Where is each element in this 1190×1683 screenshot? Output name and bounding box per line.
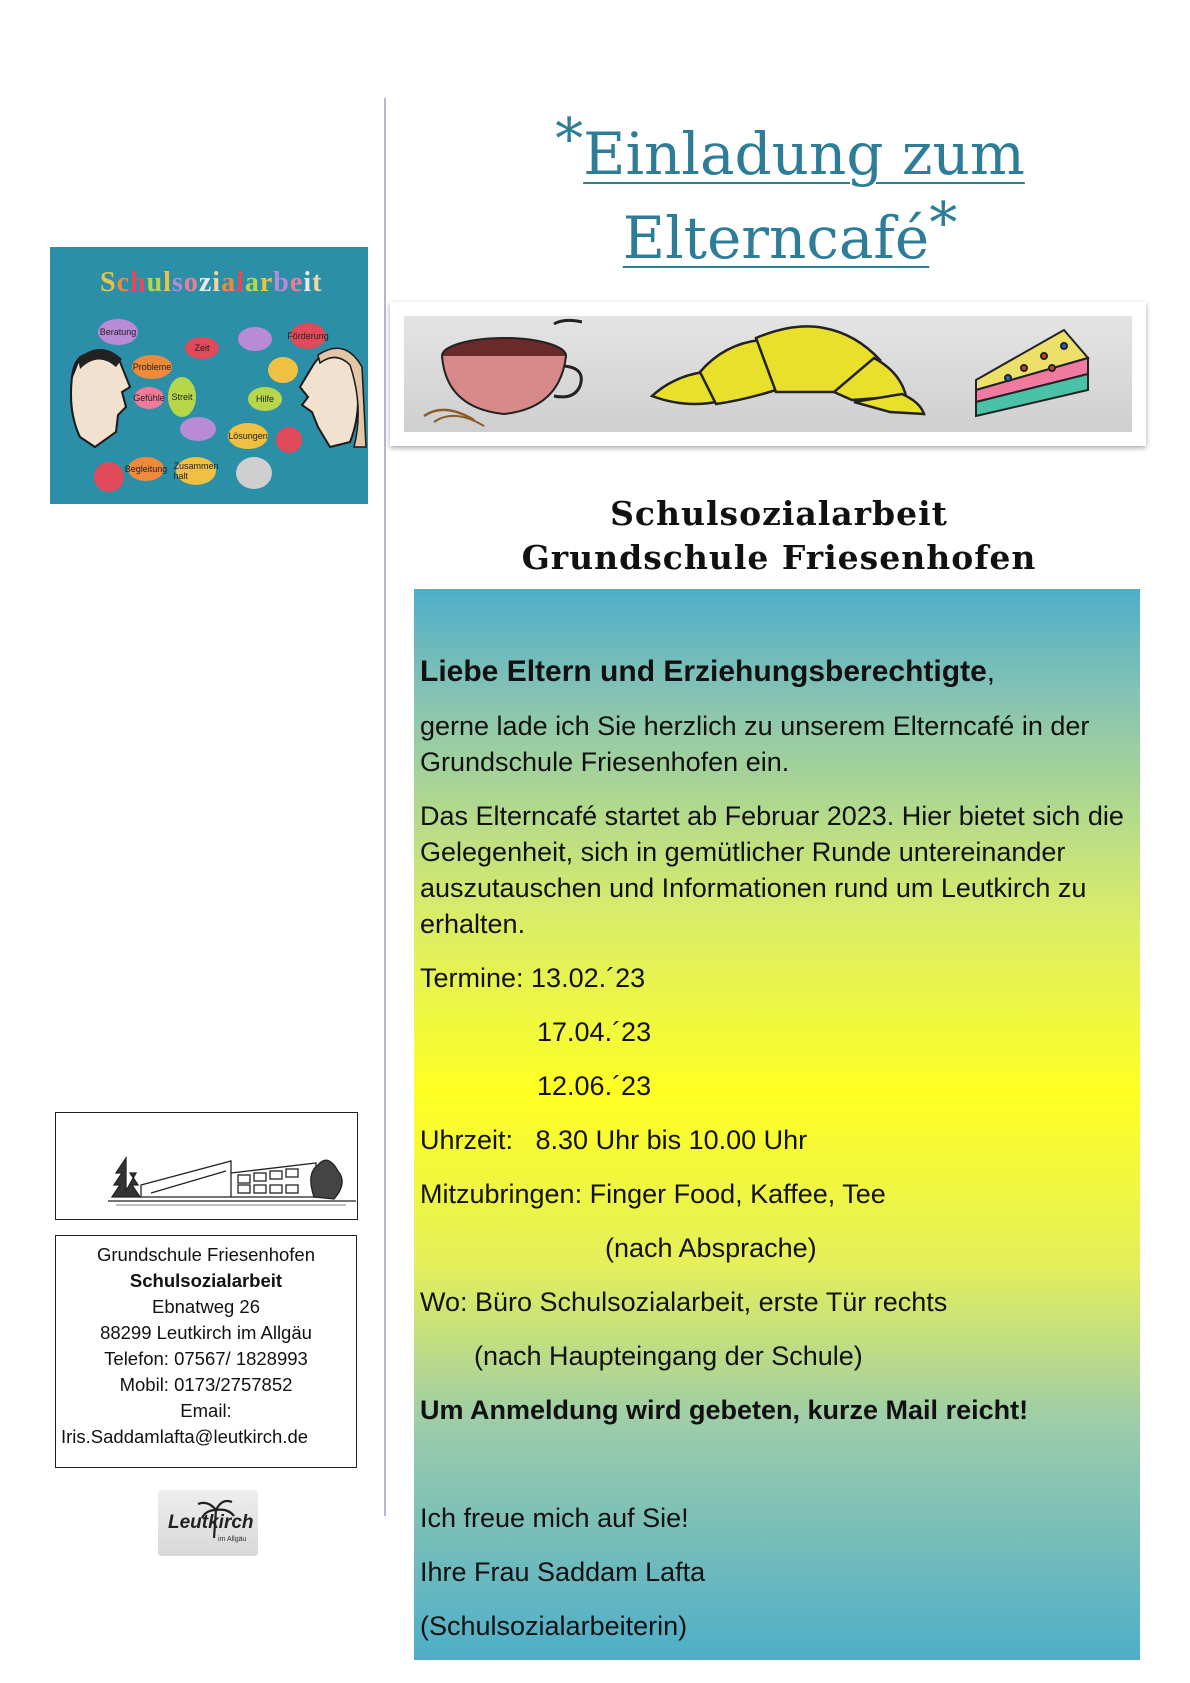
time-line: Uhrzeit: 8.30 Uhr bis 10.00 Uhr	[420, 1125, 808, 1155]
bring-note: (nach Absprache)	[605, 1233, 817, 1263]
title-line-2: Elterncafé	[622, 204, 930, 272]
school-building-drawing	[56, 1113, 356, 1218]
collage-bubble	[236, 457, 272, 489]
collage-bubble: Streit	[168, 377, 196, 417]
org-line-1: Schulsozialarbeit	[610, 494, 948, 533]
city-address: 88299 Leutkirch im Allgäu	[100, 1322, 312, 1343]
collage-bubble: Lösungen	[228, 423, 268, 449]
school-building-image	[55, 1112, 358, 1220]
collage-title: Schulsozialarbeit	[100, 267, 323, 298]
contact-address-box	[55, 1235, 357, 1468]
letter-paragraph-1: gerne lade ich Sie herzlich zu unserem Elterncafé in der Grundschule Friesenhofen ein.	[420, 711, 1090, 777]
collage-bubble: Begleitung	[128, 457, 164, 481]
mobile-number: Mobil: 0173/2757852	[119, 1374, 293, 1395]
leutkirch-logo	[158, 1490, 258, 1556]
cafe-drawing	[404, 316, 1132, 432]
email-label: Email:	[180, 1400, 232, 1421]
spacer	[420, 1446, 1134, 1500]
phone-number: Telefon: 07567/ 1828993	[104, 1348, 308, 1369]
collage-bubble	[94, 462, 124, 492]
registration-note: Um Anmeldung wird gebeten, kurze Mail reicht!	[420, 1395, 1029, 1425]
collage-bubble: Probleme	[132, 355, 172, 379]
croissant-icon	[652, 326, 924, 414]
collage-bubble	[276, 427, 302, 453]
invitation-letter-panel	[414, 589, 1140, 1660]
cake-slice-icon	[976, 330, 1088, 416]
cafe-illustration	[390, 302, 1146, 446]
collage-bubble	[180, 417, 216, 441]
location-line: Wo: Büro Schulsozialarbeit, erste Tür rechts	[420, 1287, 948, 1317]
department-name: Schulsozialarbeit	[129, 1270, 283, 1291]
collage-bubble	[238, 327, 272, 351]
location-note: (nach Haupteingang der Schule)	[474, 1341, 863, 1371]
closing-line-1: Ich freue mich auf Sie!	[420, 1503, 689, 1533]
cafe-illustration-background	[404, 316, 1132, 432]
collage-bubble	[268, 357, 298, 383]
letter-greeting	[420, 654, 1134, 690]
dates-line-3: 12.06.´23	[537, 1071, 652, 1101]
closing-line-2: Ihre Frau Saddam Lafta	[420, 1557, 706, 1587]
email-address[interactable]: Iris.Saddamlafta@leutkirch.de	[61, 1426, 309, 1447]
collage-bubble: Förderung	[290, 323, 326, 349]
invitation-title	[530, 107, 1050, 280]
school-name: Grundschule Friesenhofen	[96, 1244, 316, 1265]
title-line-1: Einladung zum	[583, 120, 1025, 188]
collage-bubble: Zeit	[185, 337, 219, 359]
greeting-text: Liebe Eltern und Erziehungsberechtigte	[420, 655, 987, 688]
coffee-cup-icon	[424, 320, 582, 426]
org-line-2: Grundschule Friesenhofen	[521, 538, 1037, 577]
collage-bubble: Zusammen halt	[176, 457, 216, 485]
logo-subtext: im Allgäu	[218, 1536, 247, 1543]
collage-bubble: Beratung	[98, 319, 138, 345]
greeting-comma: ,	[986, 655, 996, 688]
asterisk-icon: *	[929, 191, 958, 256]
dates-line-1: Termine: 13.02.´23	[420, 963, 646, 993]
schulsozialarbeit-collage-image	[50, 247, 368, 504]
letter-paragraph-2: Das Elterncafé startet ab Februar 2023. Hier bietet sich die Gelegenheit, sich in gemütlicher Runde untereinander auszutauschen und Informationen rund um Leutkirch zu erhalten.	[420, 801, 1124, 939]
collage-bubble: Gefühle	[134, 387, 164, 409]
logo-text: Leutkirch	[168, 1512, 254, 1533]
asterisk-icon: *	[555, 107, 584, 172]
bring-line: Mitzubringen: Finger Food, Kaffee, Tee	[420, 1179, 886, 1209]
street-address: Ebnatweg 26	[151, 1296, 260, 1317]
organisation-heading	[414, 492, 1144, 580]
dates-line-2: 17.04.´23	[537, 1017, 652, 1047]
closing-line-3: (Schulsozialarbeiterin)	[420, 1611, 688, 1641]
column-divider	[384, 98, 386, 1516]
collage-bubble: Hilfe	[248, 387, 282, 411]
